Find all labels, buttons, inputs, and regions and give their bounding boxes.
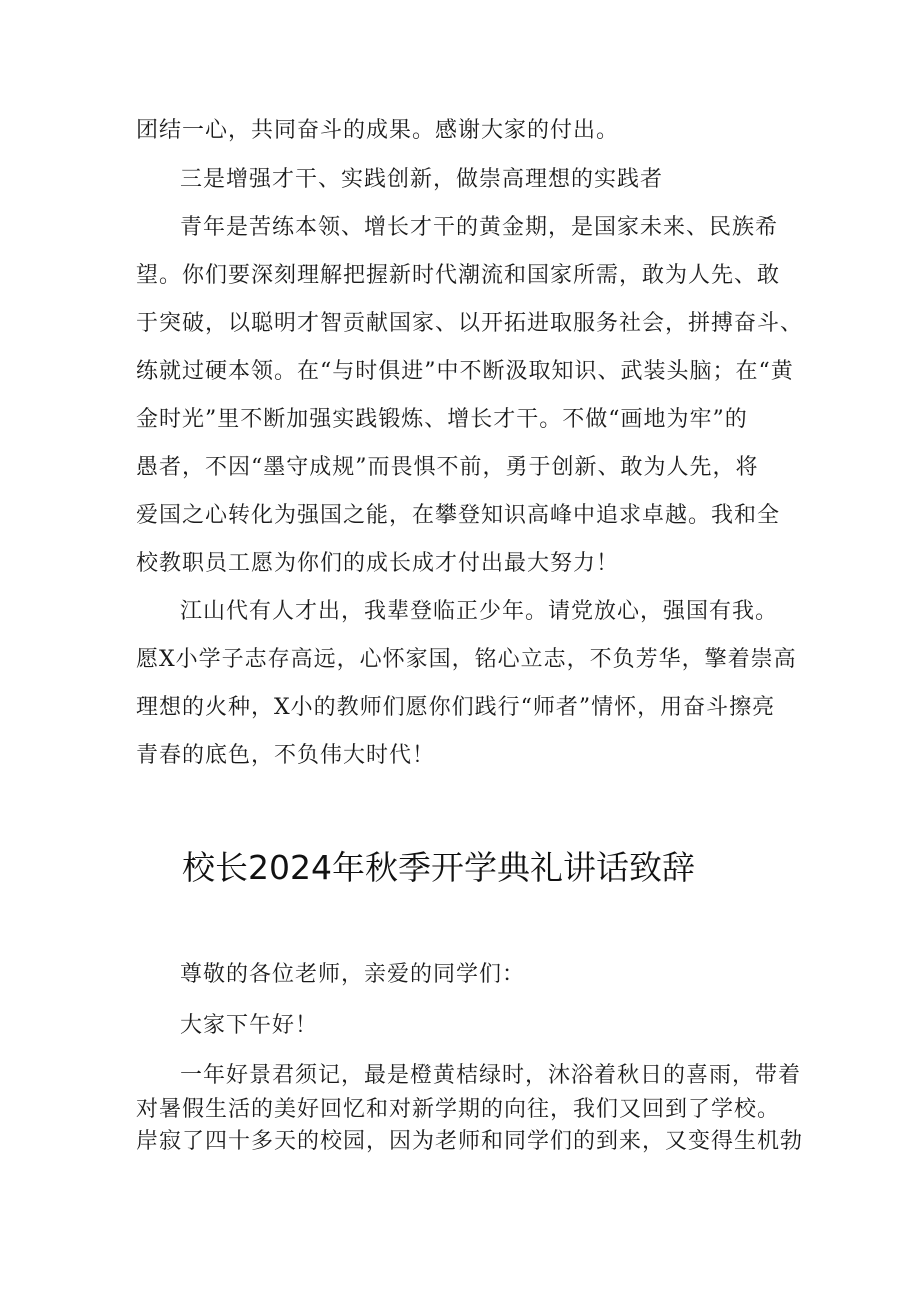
text-line: 岸寂了四十多天的校园，因为老师和同学们的到来，又变得生机勃	[136, 1129, 804, 1154]
text-line: 爱国之心转化为强国之能，在攀登知识高峰中追求卓越。我和全	[136, 503, 781, 528]
text-line: 理想的火种，X小的教师们愿你们践行“师者”情怀，用奋斗擦亮	[136, 695, 776, 720]
text-line: 于突破，以聪明才智贡献国家、以开拓进取服务社会，拼搏奋斗、	[136, 311, 804, 336]
text-line: 金时光”里不断加强实践锻炼、增长才干。不做“画地为牢”的	[136, 407, 748, 432]
salutation: 尊敬的各位老师，亲爱的同学们：	[180, 962, 526, 987]
text-line: 一年好景君须记，最是橙黄桔绿时，沐浴着秋日的喜雨，带着	[180, 1063, 802, 1088]
text-line: 望。你们要深刻理解把握新时代潮流和国家所需，敢为人先、敢	[136, 263, 781, 288]
text-line: 青春的底色，不负伟大时代！	[136, 743, 436, 768]
greeting: 大家下午好！	[180, 1013, 319, 1038]
text-line: 愚者，不因“墨守成规”而畏惧不前，勇于创新、敢为人先，将	[136, 455, 759, 480]
text-line: 团结一心，共同奋斗的成果。感谢大家的付出。	[136, 118, 620, 143]
text-line: 青年是苦练本领、增长才干的黄金期，是国家未来、民族希	[180, 215, 779, 240]
section-heading: 三是增强才干、实践创新，做崇高理想的实践者	[180, 167, 664, 192]
text-line: 练就过硬本领。在“与时俱进”中不断汲取知识、武装头脑；在“黄	[136, 359, 794, 384]
text-line: 校教职员工愿为你们的成长成才付出最大努力！	[136, 551, 620, 576]
text-line: 对暑假生活的美好回忆和对新学期的向往，我们又回到了学校。	[136, 1097, 781, 1122]
page-title: 校长2024年秋季开学典礼讲话致辞	[182, 848, 695, 887]
text-line: 愿X小学子志存高远，心怀家国，铭心立志，不负芳华，擎着崇高	[136, 647, 797, 672]
text-line: 江山代有人才出，我辈登临正少年。请党放心，强国有我。	[180, 599, 779, 624]
